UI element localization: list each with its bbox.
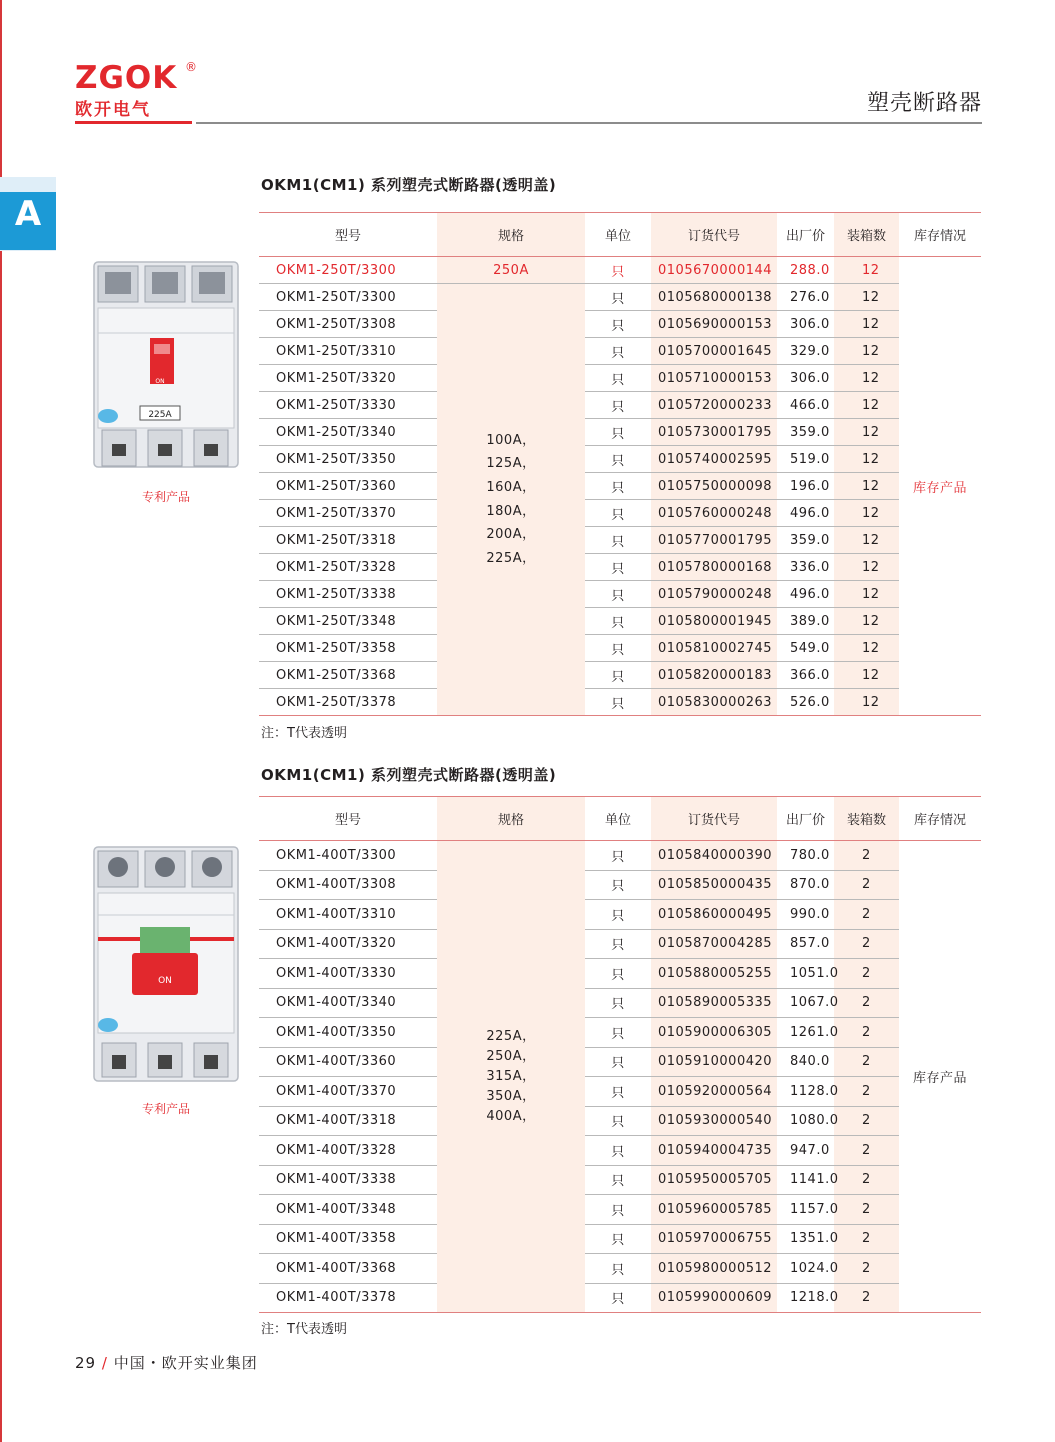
cell-box: 2	[834, 1254, 899, 1284]
product-table-2	[259, 796, 981, 1313]
table-row	[259, 284, 981, 311]
table-row	[259, 929, 981, 959]
cell-price: 947.0	[790, 1142, 830, 1158]
table-row	[259, 392, 981, 419]
cell-unit: 只	[611, 1203, 625, 1219]
cell-box: 12	[834, 446, 899, 473]
cell-model: OKM1-250T/3300	[276, 289, 397, 305]
cell-code: 0105700001645	[651, 338, 777, 365]
cell-price: 1080.0	[790, 1113, 839, 1129]
col-code: 订货代号	[651, 797, 777, 841]
cell-price: 1051.0	[790, 965, 839, 981]
cell-stock-group: 库存产品	[912, 1071, 967, 1086]
cell-model: OKM1-400T/3360	[276, 1054, 397, 1070]
cell-price: 336.0	[790, 559, 830, 575]
cell-unit: 只	[611, 480, 625, 496]
cell-price: 496.0	[790, 505, 830, 521]
table-row	[259, 419, 981, 446]
table-row	[259, 473, 981, 500]
cell-box: 12	[834, 473, 899, 500]
cell-model: OKM1-400T/3358	[276, 1231, 397, 1247]
footer-company: 中国・欧开实业集团	[113, 1354, 258, 1372]
table-row	[259, 1106, 981, 1136]
table-note-2: 注：T代表透明	[261, 1322, 347, 1337]
page-footer	[75, 1352, 258, 1373]
cell-code: 0105910000420	[651, 1047, 777, 1077]
cell-box: 2	[834, 1077, 899, 1107]
cell-price: 366.0	[790, 667, 830, 683]
cell-stock-group: 库存产品	[912, 480, 967, 496]
table-row	[259, 662, 981, 689]
cell-unit: 只	[611, 561, 625, 577]
table-row	[259, 635, 981, 662]
cell-model: OKM1-250T/3318	[276, 532, 397, 548]
cell-spec: 250A	[437, 257, 585, 284]
cell-price: 990.0	[790, 906, 830, 922]
cell-box: 2	[834, 959, 899, 989]
cell-model: OKM1-250T/3320	[276, 370, 397, 386]
cell-box: 12	[834, 662, 899, 689]
cell-box: 12	[834, 338, 899, 365]
cell-model: OKM1-250T/3370	[276, 505, 397, 521]
cell-model: OKM1-400T/3370	[276, 1083, 397, 1099]
cell-box: 2	[834, 988, 899, 1018]
cell-spec-group: 100A， 125A， 160A， 180A， 200A， 225A，	[437, 284, 585, 716]
cell-model: OKM1-400T/3310	[276, 906, 397, 922]
cell-code: 0105680000138	[651, 284, 777, 311]
cell-unit: 只	[611, 318, 625, 334]
cell-model: OKM1-400T/3350	[276, 1024, 397, 1040]
table-row	[259, 554, 981, 581]
cell-code: 0105860000495	[651, 900, 777, 930]
cell-box: 12	[834, 284, 899, 311]
cell-box: 2	[834, 1136, 899, 1166]
table-row	[259, 900, 981, 930]
cell-price: 389.0	[790, 613, 830, 629]
table-row	[259, 1195, 981, 1225]
cell-unit: 只	[611, 1115, 625, 1131]
table-row	[259, 338, 981, 365]
cell-code: 0105820000183	[651, 662, 777, 689]
logo-subtitle: 欧开电气	[75, 100, 151, 120]
cell-price: 196.0	[790, 478, 830, 494]
cell-code: 0105780000168	[651, 554, 777, 581]
cell-unit: 只	[611, 588, 625, 604]
col-stock: 库存情况	[913, 229, 966, 244]
cell-box: 2	[834, 1047, 899, 1077]
cell-model: OKM1-400T/3348	[276, 1201, 397, 1217]
cell-model: OKM1-400T/3318	[276, 1113, 397, 1129]
cell-box: 2	[834, 1106, 899, 1136]
cell-model: OKM1-400T/3368	[276, 1260, 397, 1276]
cell-unit: 只	[611, 1174, 625, 1190]
col-code: 订货代号	[651, 213, 777, 257]
rating-label: 225A	[148, 410, 172, 420]
cell-unit: 只	[611, 426, 625, 442]
cell-box: 12	[834, 689, 899, 716]
cell-price: 1261.0	[790, 1024, 839, 1040]
cell-model: OKM1-250T/3378	[276, 694, 397, 710]
cell-box: 2	[834, 900, 899, 930]
col-box: 装箱数	[834, 213, 899, 257]
cell-price: 1218.0	[790, 1290, 839, 1306]
cell-unit: 只	[611, 345, 625, 361]
cell-unit: 只	[611, 879, 625, 895]
cell-code: 0105920000564	[651, 1077, 777, 1107]
cell-model: OKM1-400T/3308	[276, 877, 397, 893]
cell-box: 2	[834, 1283, 899, 1313]
section-title-1: OKM1(CM1) 系列塑壳式断路器(透明盖)	[261, 176, 557, 194]
cell-code: 0105850000435	[651, 870, 777, 900]
cell-price: 1128.0	[790, 1083, 839, 1099]
table-row	[259, 1077, 981, 1107]
patent-label-1: 专利产品	[142, 490, 191, 504]
cell-unit: 只	[611, 1026, 625, 1042]
cell-code: 0105740002595	[651, 446, 777, 473]
cell-code: 0105730001795	[651, 419, 777, 446]
cell-model: OKM1-250T/3328	[276, 559, 397, 575]
cell-code: 0105960005785	[651, 1195, 777, 1225]
cell-box: 2	[834, 841, 899, 871]
cell-code: 0105980000512	[651, 1254, 777, 1284]
cell-unit: 只	[611, 997, 625, 1013]
cell-price: 306.0	[790, 370, 830, 386]
cell-model: OKM1-250T/3358	[276, 640, 397, 656]
cell-code: 0105870004285	[651, 929, 777, 959]
cell-box: 12	[834, 419, 899, 446]
page-title: 塑壳断路器	[866, 91, 982, 116]
table-row	[259, 446, 981, 473]
cell-price: 288.0	[790, 262, 830, 278]
cell-unit: 只	[611, 967, 625, 983]
circuit-breaker-400a-icon	[90, 845, 242, 1085]
cell-model: OKM1-250T/3308	[276, 316, 397, 332]
cell-price: 496.0	[790, 586, 830, 602]
switch-on-label-2: ON	[158, 976, 172, 986]
cell-unit: 只	[611, 291, 625, 307]
cell-unit: 只	[611, 453, 625, 469]
table-row	[259, 1047, 981, 1077]
page-number: 29	[75, 1354, 97, 1372]
table-row	[259, 1283, 981, 1313]
cell-model: OKM1-400T/3300	[276, 847, 397, 863]
cell-box: 12	[834, 257, 899, 284]
logo-underline	[75, 121, 192, 124]
cell-model: OKM1-250T/3340	[276, 424, 397, 440]
cell-model: OKM1-400T/3330	[276, 965, 397, 981]
cell-price: 1351.0	[790, 1231, 839, 1247]
table-row	[259, 1136, 981, 1166]
cell-price: 1157.0	[790, 1201, 839, 1217]
cell-price: 1067.0	[790, 995, 839, 1011]
cell-unit: 只	[611, 1292, 625, 1308]
table-row	[259, 500, 981, 527]
cell-code: 0105840000390	[651, 841, 777, 871]
col-stock: 库存情况	[913, 813, 966, 828]
col-box: 装箱数	[834, 797, 899, 841]
table-row	[259, 311, 981, 338]
cell-unit: 只	[611, 1056, 625, 1072]
header-rule	[196, 122, 982, 124]
col-spec: 规格	[437, 213, 585, 257]
cell-model: OKM1-250T/3368	[276, 667, 397, 683]
cell-box: 12	[834, 608, 899, 635]
cell-code: 0105880005255	[651, 959, 777, 989]
col-unit: 单位	[604, 229, 631, 244]
table-row	[259, 1165, 981, 1195]
cell-box: 12	[834, 311, 899, 338]
cell-model: OKM1-250T/3350	[276, 451, 397, 467]
table-row	[259, 608, 981, 635]
cell-unit: 只	[611, 938, 625, 954]
cell-price: 1024.0	[790, 1260, 839, 1276]
cell-model: OKM1-250T/3348	[276, 613, 397, 629]
cell-model: OKM1-250T/3310	[276, 343, 397, 359]
cell-box: 2	[834, 870, 899, 900]
table-row	[259, 689, 981, 716]
table-row	[259, 841, 981, 871]
cell-code: 0105830000263	[651, 689, 777, 716]
cell-code: 0105710000153	[651, 365, 777, 392]
cell-price: 840.0	[790, 1054, 830, 1070]
logo-wordmark: ZGOK	[75, 60, 178, 96]
cell-model: OKM1-250T/3338	[276, 586, 397, 602]
table-row	[259, 1254, 981, 1284]
table-row	[259, 870, 981, 900]
cell-unit: 只	[611, 372, 625, 388]
cell-unit: 只	[611, 507, 625, 523]
cell-code: 0105900006305	[651, 1018, 777, 1048]
product-table-1	[259, 212, 981, 716]
cell-model: OKM1-400T/3378	[276, 1290, 397, 1306]
col-unit: 单位	[604, 813, 631, 828]
cell-code: 0105890005335	[651, 988, 777, 1018]
cell-model: OKM1-250T/3330	[276, 397, 397, 413]
cell-model: OKM1-400T/3328	[276, 1142, 397, 1158]
table-row	[259, 1224, 981, 1254]
cell-box: 12	[834, 527, 899, 554]
cell-price: 329.0	[790, 343, 830, 359]
registered-mark: ®	[185, 60, 197, 74]
cell-unit: 只	[611, 1085, 625, 1101]
cell-unit: 只	[611, 1233, 625, 1249]
table-row	[259, 365, 981, 392]
cell-box: 2	[834, 929, 899, 959]
col-spec: 规格	[437, 797, 585, 841]
circuit-breaker-225a-icon	[90, 258, 242, 473]
brand-logo	[75, 62, 195, 120]
table-note-1: 注：T代表透明	[261, 726, 347, 741]
col-price: 出厂价	[785, 813, 825, 828]
cell-unit: 只	[611, 264, 625, 280]
cell-price: 780.0	[790, 847, 830, 863]
cell-code: 0105720000233	[651, 392, 777, 419]
cell-box: 2	[834, 1165, 899, 1195]
table-row	[259, 988, 981, 1018]
cell-price: 519.0	[790, 451, 830, 467]
cell-price: 857.0	[790, 936, 830, 952]
table-row	[259, 1018, 981, 1048]
cell-price: 276.0	[790, 289, 830, 305]
footer-separator: /	[101, 1354, 108, 1372]
cell-price: 306.0	[790, 316, 830, 332]
cell-code: 0105930000540	[651, 1106, 777, 1136]
cell-code: 0105810002745	[651, 635, 777, 662]
cell-price: 526.0	[790, 694, 830, 710]
cell-code: 0105790000248	[651, 581, 777, 608]
cell-unit: 只	[611, 642, 625, 658]
switch-on-label: ON	[155, 378, 165, 385]
cell-model: OKM1-400T/3320	[276, 936, 397, 952]
cell-code: 0105760000248	[651, 500, 777, 527]
cell-model: OKM1-250T/3300	[276, 262, 397, 278]
cell-price: 1141.0	[790, 1172, 839, 1188]
cell-price: 466.0	[790, 397, 830, 413]
cell-model: OKM1-250T/3360	[276, 478, 397, 494]
col-model: 型号	[334, 229, 361, 244]
cell-price: 359.0	[790, 532, 830, 548]
cell-code: 0105690000153	[651, 311, 777, 338]
cell-price: 359.0	[790, 424, 830, 440]
cell-code: 0105670000144	[651, 257, 777, 284]
col-price: 出厂价	[785, 229, 825, 244]
cell-unit: 只	[611, 696, 625, 712]
cell-unit: 只	[611, 849, 625, 865]
cell-code: 0105800001945	[651, 608, 777, 635]
cell-unit: 只	[611, 615, 625, 631]
table-header-row	[259, 213, 981, 257]
cell-price: 549.0	[790, 640, 830, 656]
cell-box: 12	[834, 365, 899, 392]
patent-label-2: 专利产品	[142, 1102, 191, 1116]
cell-box: 12	[834, 581, 899, 608]
cell-box: 12	[834, 635, 899, 662]
cell-unit: 只	[611, 1262, 625, 1278]
cell-box: 12	[834, 392, 899, 419]
cell-model: OKM1-400T/3338	[276, 1172, 397, 1188]
table-row	[259, 527, 981, 554]
cell-code: 0105940004735	[651, 1136, 777, 1166]
cell-box: 2	[834, 1224, 899, 1254]
section-title-2: OKM1(CM1) 系列塑壳式断路器(透明盖)	[261, 766, 557, 784]
table-header-row	[259, 797, 981, 841]
cell-box: 2	[834, 1018, 899, 1048]
cell-code: 0105950005705	[651, 1165, 777, 1195]
cell-box: 2	[834, 1195, 899, 1225]
table-row-highlight	[259, 257, 981, 284]
cell-unit: 只	[611, 908, 625, 924]
cell-unit: 只	[611, 669, 625, 685]
cell-code: 0105990000609	[651, 1283, 777, 1313]
cell-code: 0105770001795	[651, 527, 777, 554]
table-row	[259, 581, 981, 608]
cell-price: 870.0	[790, 877, 830, 893]
cell-box: 12	[834, 500, 899, 527]
cell-unit: 只	[611, 1144, 625, 1160]
col-model: 型号	[334, 813, 361, 828]
cell-code: 0105750000098	[651, 473, 777, 500]
cell-unit: 只	[611, 399, 625, 415]
table-row	[259, 959, 981, 989]
cell-unit: 只	[611, 534, 625, 550]
cell-model: OKM1-400T/3340	[276, 995, 397, 1011]
cell-box: 12	[834, 554, 899, 581]
section-tab: A	[0, 192, 56, 250]
cell-code: 0105970006755	[651, 1224, 777, 1254]
cell-spec-group: 225A， 250A， 315A， 350A， 400A，	[437, 841, 585, 1313]
